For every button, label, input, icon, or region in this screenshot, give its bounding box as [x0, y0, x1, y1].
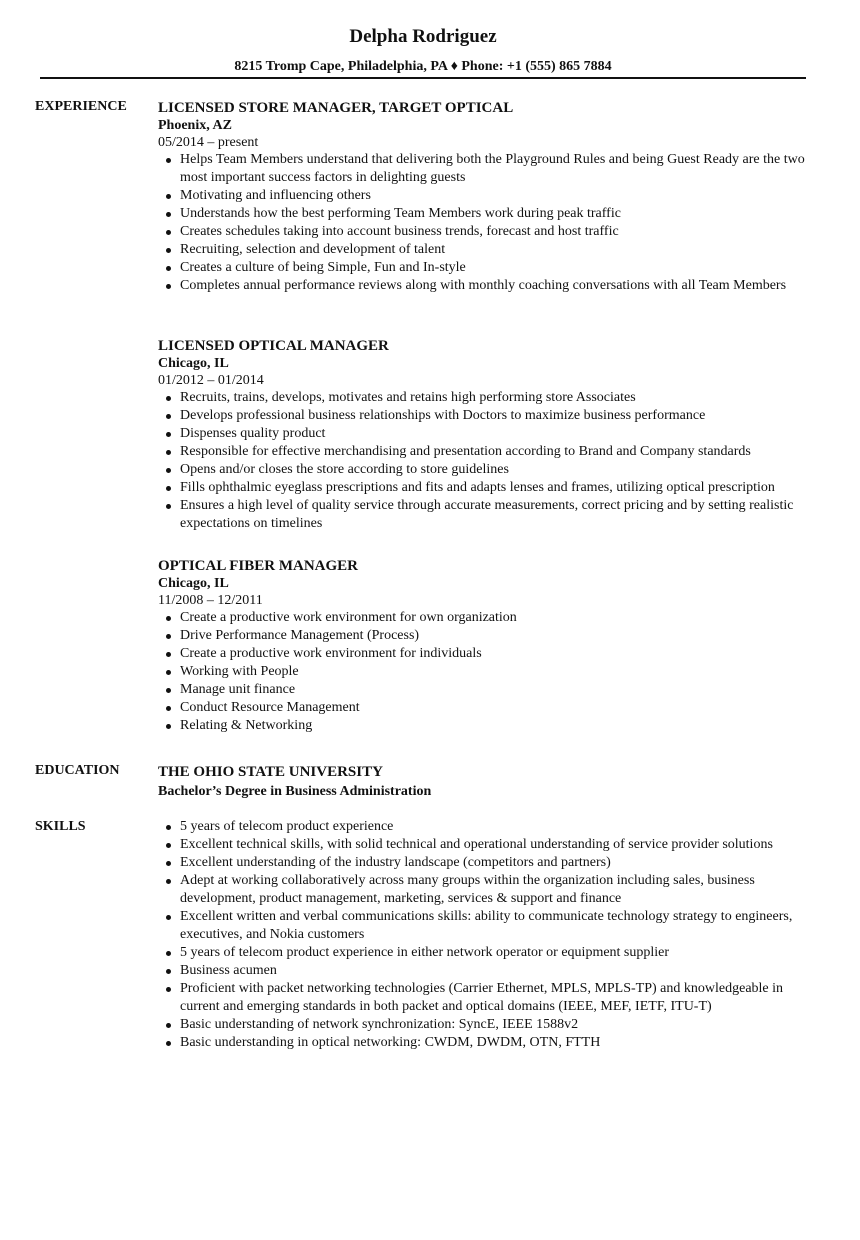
job-title: LICENSED STORE MANAGER, TARGET OPTICAL: [158, 100, 514, 116]
job-title: LICENSED OPTICAL MANAGER: [158, 338, 389, 354]
list-item: Opens and/or closes the store according to store guidelines: [158, 461, 818, 479]
list-item: Fills ophthalmic eyeglass prescriptions and fits and adapts lenses and frames, utilizing optical prescription: [158, 479, 818, 497]
list-item: Creates schedules taking into account business trends, forecast and host traffic: [158, 223, 818, 241]
list-item: Understands how the best performing Team Members work during peak traffic: [158, 205, 818, 223]
job-3: [158, 557, 818, 735]
contact-line: 8215 Tromp Cape, Philadelphia, PA ♦ Phone: +1 (555) 865 7884: [234, 59, 612, 74]
job-1: [158, 99, 818, 295]
list-item: Completes annual performance reviews along with monthly coaching conversations with all Team Members: [158, 277, 818, 295]
list-item: Recruits, trains, develops, motivates and retains high performing store Associates: [158, 389, 818, 407]
list-item: Adept at working collaboratively across many groups within the organization including sales, business development, product management, marketing, services & support and finance: [158, 872, 818, 908]
school-name: THE OHIO STATE UNIVERSITY: [158, 764, 383, 780]
list-item: 5 years of telecom product experience in either network operator or equipment supplier: [158, 944, 818, 962]
list-item: Excellent written and verbal communications skills: ability to communicate technology strategy to engineers, executives, and Nokia customers: [158, 908, 818, 944]
job-location: Chicago, IL: [158, 576, 229, 591]
list-item: Business acumen: [158, 962, 818, 980]
job-bullets: [158, 389, 818, 533]
list-item: Responsible for effective merchandising and presentation according to Brand and Company standards: [158, 443, 818, 461]
list-item: Dispenses quality product: [158, 425, 818, 443]
list-item: Develops professional business relationships with Doctors to maximize business performance: [158, 407, 818, 425]
header-divider: [40, 77, 806, 79]
job-bullets: [158, 609, 818, 735]
job-title: OPTICAL FIBER MANAGER: [158, 558, 359, 574]
job-2: [158, 337, 818, 533]
job-dates: 11/2008 – 12/2011: [158, 593, 263, 608]
job-location: Phoenix, AZ: [158, 118, 232, 133]
candidate-name: Delpha Rodriguez: [349, 26, 497, 47]
list-item: Conduct Resource Management: [158, 699, 818, 717]
list-item: Create a productive work environment for individuals: [158, 645, 818, 663]
job-dates: 01/2012 – 01/2014: [158, 373, 264, 388]
skills-list: [158, 818, 818, 1052]
list-item: Working with People: [158, 663, 818, 681]
list-item: Creates a culture of being Simple, Fun and In-style: [158, 259, 818, 277]
list-item: Basic understanding of network synchronization: SyncE, IEEE 1588v2: [158, 1016, 818, 1034]
list-item: Excellent technical skills, with solid technical and operational understanding of service provider solutions: [158, 836, 818, 854]
list-item: Manage unit finance: [158, 681, 818, 699]
job-bullets: [158, 151, 818, 295]
skills-list-block: [158, 818, 818, 1052]
list-item: Proficient with packet networking technologies (Carrier Ethernet, MPLS, MPLS-TP) and knowledgeable in current and emerging standards in both packet and optical domains (IEEE, MEF, IETF, ITU-T): [158, 980, 818, 1016]
list-item: Helps Team Members understand that delivering both the Playground Rules and being Guest Ready are the two most important success factors in delighting guests: [158, 151, 818, 187]
skills-label: SKILLS: [35, 819, 86, 834]
job-dates: 05/2014 – present: [158, 135, 259, 150]
list-item: Drive Performance Management (Process): [158, 627, 818, 645]
list-item: Relating & Networking: [158, 717, 818, 735]
education-entry: [158, 763, 818, 801]
list-item: Recruiting, selection and development of talent: [158, 241, 818, 259]
education-label: EDUCATION: [35, 763, 120, 778]
list-item: Ensures a high level of quality service through accurate measurements, correct pricing and by setting realistic expectations on timelines: [158, 497, 818, 533]
list-item: Basic understanding in optical networking: CWDM, DWDM, OTN, FTTH: [158, 1034, 818, 1052]
list-item: Excellent understanding of the industry landscape (competitors and partners): [158, 854, 818, 872]
experience-label: EXPERIENCE: [35, 99, 127, 114]
job-location: Chicago, IL: [158, 356, 229, 371]
list-item: Motivating and influencing others: [158, 187, 818, 205]
list-item: 5 years of telecom product experience: [158, 818, 818, 836]
degree: Bachelor’s Degree in Business Administration: [158, 784, 432, 799]
list-item: Create a productive work environment for own organization: [158, 609, 818, 627]
